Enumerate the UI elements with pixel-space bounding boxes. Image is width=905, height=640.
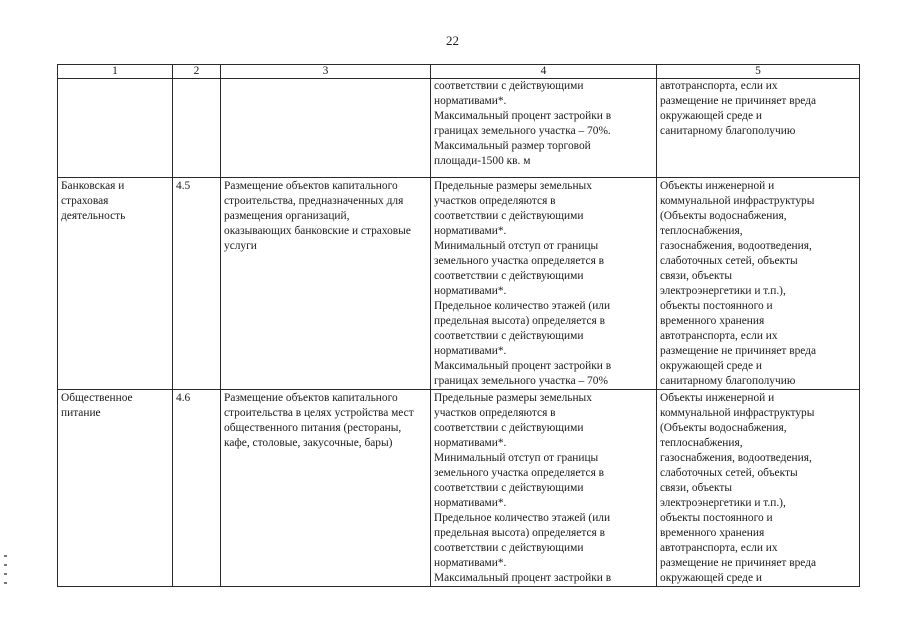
land-use-table — [57, 64, 860, 587]
use-type-description-cell: Размещение объектов капитального строительства, предназначенных для размещения организаций, оказывающих банковские и страховые услуги — [221, 178, 431, 390]
column-header-4: 4 — [431, 65, 657, 79]
use-type-description-cell: Размещение объектов капитального строительства в целях устройства мест общественного питания (рестораны, кафе, столовые, закусочные, бары) — [221, 390, 431, 587]
scan-margin-marks — [4, 555, 7, 591]
column-header-5: 5 — [657, 65, 860, 79]
use-type-code-cell: 4.5 — [173, 178, 221, 390]
use-type-code-cell — [173, 79, 221, 178]
building-parameters-cell: Предельные размеры земельных участков определяются в соответствии с действующими нормативами*. Минимальный отступ от границы земельного участка определяется в соответствии с действующими нормативами*. Предельное количество этажей (или предельная высота) определяется в соответствии с действующими нормативами*. Максимальный процент застройки в — [431, 390, 657, 587]
table-row — [58, 390, 860, 587]
column-header-1: 1 — [58, 65, 173, 79]
use-type-description-cell — [221, 79, 431, 178]
use-type-name-cell: Банковская и страховая деятельность — [58, 178, 173, 390]
column-number-row — [58, 65, 860, 79]
building-parameters-cell: соответствии с действующими нормативами*. Максимальный процент застройки в границах земельного участка – 70%. Максимальный размер торговой площади-1500 кв. м — [431, 79, 657, 178]
auxiliary-uses-cell: автотранспорта, если их размещение не причиняет вреда окружающей среде и санитарному благополучию — [657, 79, 860, 178]
use-type-name-cell: Общественное питание — [58, 390, 173, 587]
use-type-code-cell: 4.6 — [173, 390, 221, 587]
column-header-3: 3 — [221, 65, 431, 79]
table-row — [58, 79, 860, 178]
auxiliary-uses-cell: Объекты инженерной и коммунальной инфраструктуры (Объекты водоснабжения, теплоснабжения, газоснабжения, водоотведения, слаботочных сетей, объекты связи, объекты электроэнергетики и т.п.), объекты постоянного и временного хранения автотранспорта, если их размещение не причиняет вреда окружающей среде и — [657, 390, 860, 587]
page-number: 22 — [446, 33, 459, 48]
column-header-2: 2 — [173, 65, 221, 79]
use-type-name-cell — [58, 79, 173, 178]
table-row — [58, 178, 860, 390]
building-parameters-cell: Предельные размеры земельных участков определяются в соответствии с действующими нормативами*. Минимальный отступ от границы земельного участка определяется в соответствии с действующими нормативами*. Предельное количество этажей (или предельная высота) определяется в соответствии с действующими нормативами*. Максимальный процент застройки в границах земельного участка – 70% — [431, 178, 657, 390]
auxiliary-uses-cell: Объекты инженерной и коммунальной инфраструктуры (Объекты водоснабжения, теплоснабжения, газоснабжения, водоотведения, слаботочных сетей, объекты связи, объекты электроэнергетики и т.п.), объекты постоянного и временного хранения автотранспорта, если их размещение не причиняет вреда окружающей среде и санитарному благополучию — [657, 178, 860, 390]
